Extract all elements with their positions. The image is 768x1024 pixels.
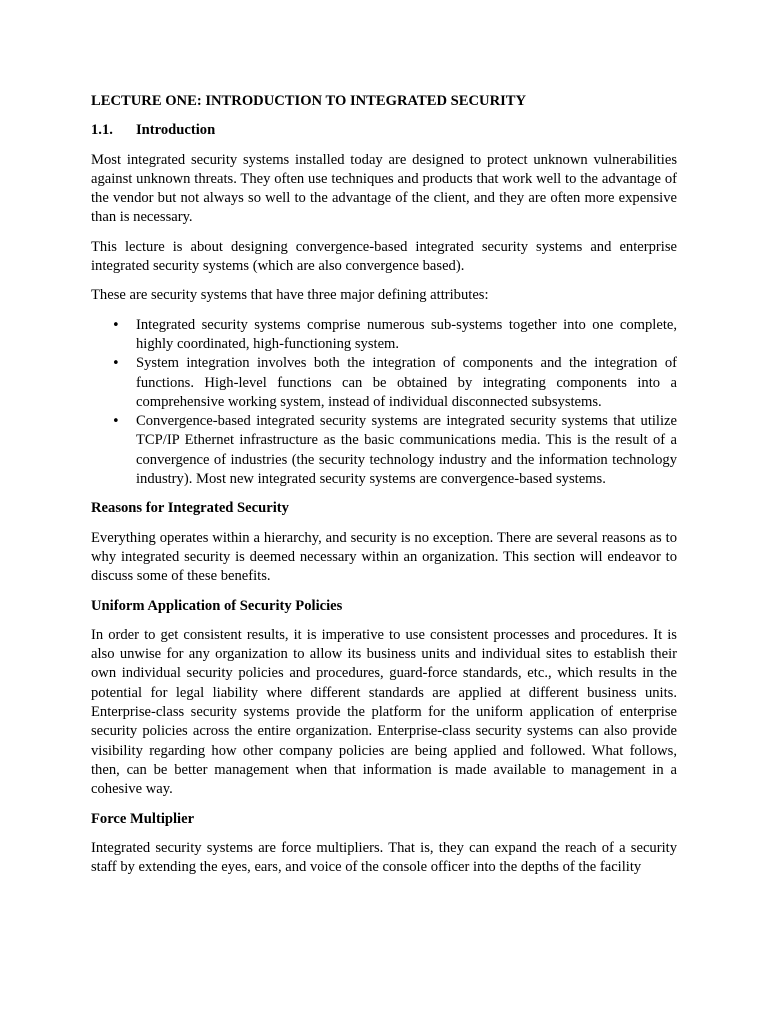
uniform-paragraph: In order to get consistent results, it is imperative to use consistent processes and procedures. It is also unwise for any organization to allow its business units and individual sites to establish their own individual security policies and procedures, guard-force standards, etc., which results in the potential for legal liability where different standards are applied at different business units. Enterprise-class security systems provide the platform for the uniform application of enterprise security policies across the entire organization. Enterprise-class security systems can also provide visibility regarding how other company policies are being applied and followed. What follows, then, can be better management when that information is made available to management in a cohesive way. [91, 626, 677, 798]
list-item [91, 316, 677, 355]
uniform-heading: Uniform Application of Security Policies [91, 597, 343, 614]
intro-paragraph-1: Most integrated security systems installed today are designed to protect unknown vulnerabilities against unknown threats. They often use techniques and products that work well to the advantage of the vendor but not always so well to the advantage of the client, and they are often more expensive than is necessary. [91, 151, 677, 226]
section-heading [91, 121, 677, 140]
list-item [91, 354, 677, 412]
document-body [91, 92, 677, 887]
list-item-text: Convergence-based integrated security systems are integrated security systems that utilize TCP/IP Ethernet infrastructure as the basic communications media. This is the result of a convergence of industries (the security technology industry and the information technology industry). Most new integrated security systems are convergence-based systems. [136, 413, 677, 488]
section-title: Introduction [136, 122, 216, 139]
list-item-text: System integration involves both the integration of components and the integration of functions. High-level functions can be obtained by integrating components into a comprehensive working system, instead of individual disconnected subsystems. [136, 355, 677, 410]
bullet-icon: • [112, 317, 120, 333]
force-heading: Force Multiplier [91, 810, 195, 827]
list-item-text: Integrated security systems comprise numerous sub-systems together into one complete, highly coordinated, high-functioning system. [136, 316, 677, 352]
force-paragraph: Integrated security systems are force multipliers. That is, they can expand the reach of a security staff by extending the eyes, ears, and voice of the console officer into the depths of the facility [91, 839, 677, 876]
list-item [91, 412, 677, 489]
bullet-icon: • [112, 356, 120, 372]
reasons-heading: Reasons for Integrated Security [91, 500, 289, 517]
document-title: LECTURE ONE: INTRODUCTION TO INTEGRATED SECURITY [91, 93, 527, 109]
bullet-icon: • [112, 414, 120, 430]
attributes-list [91, 316, 677, 490]
reasons-paragraph: Everything operates within a hierarchy, and security is no exception. There are several reasons as to why integrated security is deemed necessary within an organization. This section will endeavor to discuss some of these benefits. [91, 529, 677, 585]
intro-paragraph-3: These are security systems that have three major defining attributes: [91, 287, 489, 304]
section-number: 1.1. [91, 122, 113, 139]
intro-paragraph-2: This lecture is about designing convergence-based integrated security systems and enterprise integrated security systems (which are also convergence based). [91, 238, 677, 275]
